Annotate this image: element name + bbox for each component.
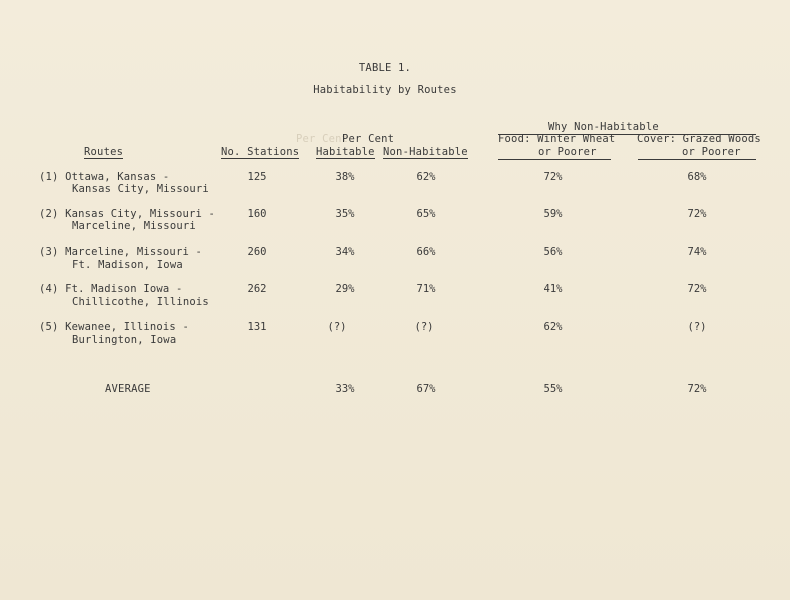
row-2-stations: 160 [247,208,267,220]
row-5-non-habitable: (?) [414,321,434,333]
row-3-habitable: 34% [335,246,355,258]
row-1-route-line1: (1) Ottawa, Kansas - [39,171,170,183]
row-5-route-line1: (5) Kewanee, Illinois - [39,321,189,333]
row-3-food: 56% [543,246,563,258]
row-2-route-line2: Marceline, Missouri [72,220,196,232]
header-per-cent: Per Cent [342,133,395,145]
row-2-route-line1: (2) Kansas City, Missouri - [39,208,216,220]
row-3-cover: 74% [687,246,707,258]
header-cover-rule [638,159,756,160]
header-habitable: Habitable [316,146,375,158]
average-habitable: 33% [335,383,355,395]
row-3-route-line2: Ft. Madison, Iowa [72,259,183,271]
table-subtitle: Habitability by Routes [313,84,457,96]
row-2-cover: 72% [687,208,707,220]
row-1-non-habitable: 62% [416,171,436,183]
group-header-why-non-habitable: Why Non-Habitable [548,121,659,133]
row-4-non-habitable: 71% [416,283,436,295]
header-cover-line2: or Poorer [682,146,741,158]
header-food-rule [498,159,611,160]
header-food-line2: or Poorer [538,146,597,158]
header-stations: No. Stations [221,146,300,158]
row-2-food: 59% [543,208,563,220]
row-1-habitable: 38% [335,171,355,183]
row-3-stations: 260 [247,246,267,258]
header-routes: Routes [84,146,124,158]
row-5-route-line2: Burlington, Iowa [72,334,177,346]
row-3-non-habitable: 66% [416,246,436,258]
row-1-route-line2: Kansas City, Missouri [72,183,209,195]
row-4-cover: 72% [687,283,707,295]
row-4-route-line1: (4) Ft. Madison Iowa - [39,283,183,295]
row-2-habitable: 35% [335,208,355,220]
row-5-habitable: (?) [327,321,347,333]
row-4-habitable: 29% [335,283,355,295]
average-label: AVERAGE [105,383,151,395]
average-food: 55% [543,383,563,395]
row-5-food: 62% [543,321,563,333]
row-4-route-line2: Chillicothe, Illinois [72,296,209,308]
row-3-route-line1: (3) Marceline, Missouri - [39,246,203,258]
row-1-cover: 68% [687,171,707,183]
row-4-food: 41% [543,283,563,295]
average-non-habitable: 67% [416,383,436,395]
header-cover-line1: Cover: Grazed Woods [637,133,761,145]
row-5-cover: (?) [687,321,707,333]
table-title: TABLE 1. [358,62,412,74]
header-non-habitable: Non-Habitable [383,146,468,158]
average-cover: 72% [687,383,707,395]
row-1-stations: 125 [247,171,267,183]
header-food-line1: Food: Winter Wheat [498,133,616,145]
row-5-stations: 131 [247,321,267,333]
row-4-stations: 262 [247,283,267,295]
row-2-non-habitable: 65% [416,208,436,220]
row-1-food: 72% [543,171,563,183]
header-per-cent-faded: Per Cent [296,133,349,145]
